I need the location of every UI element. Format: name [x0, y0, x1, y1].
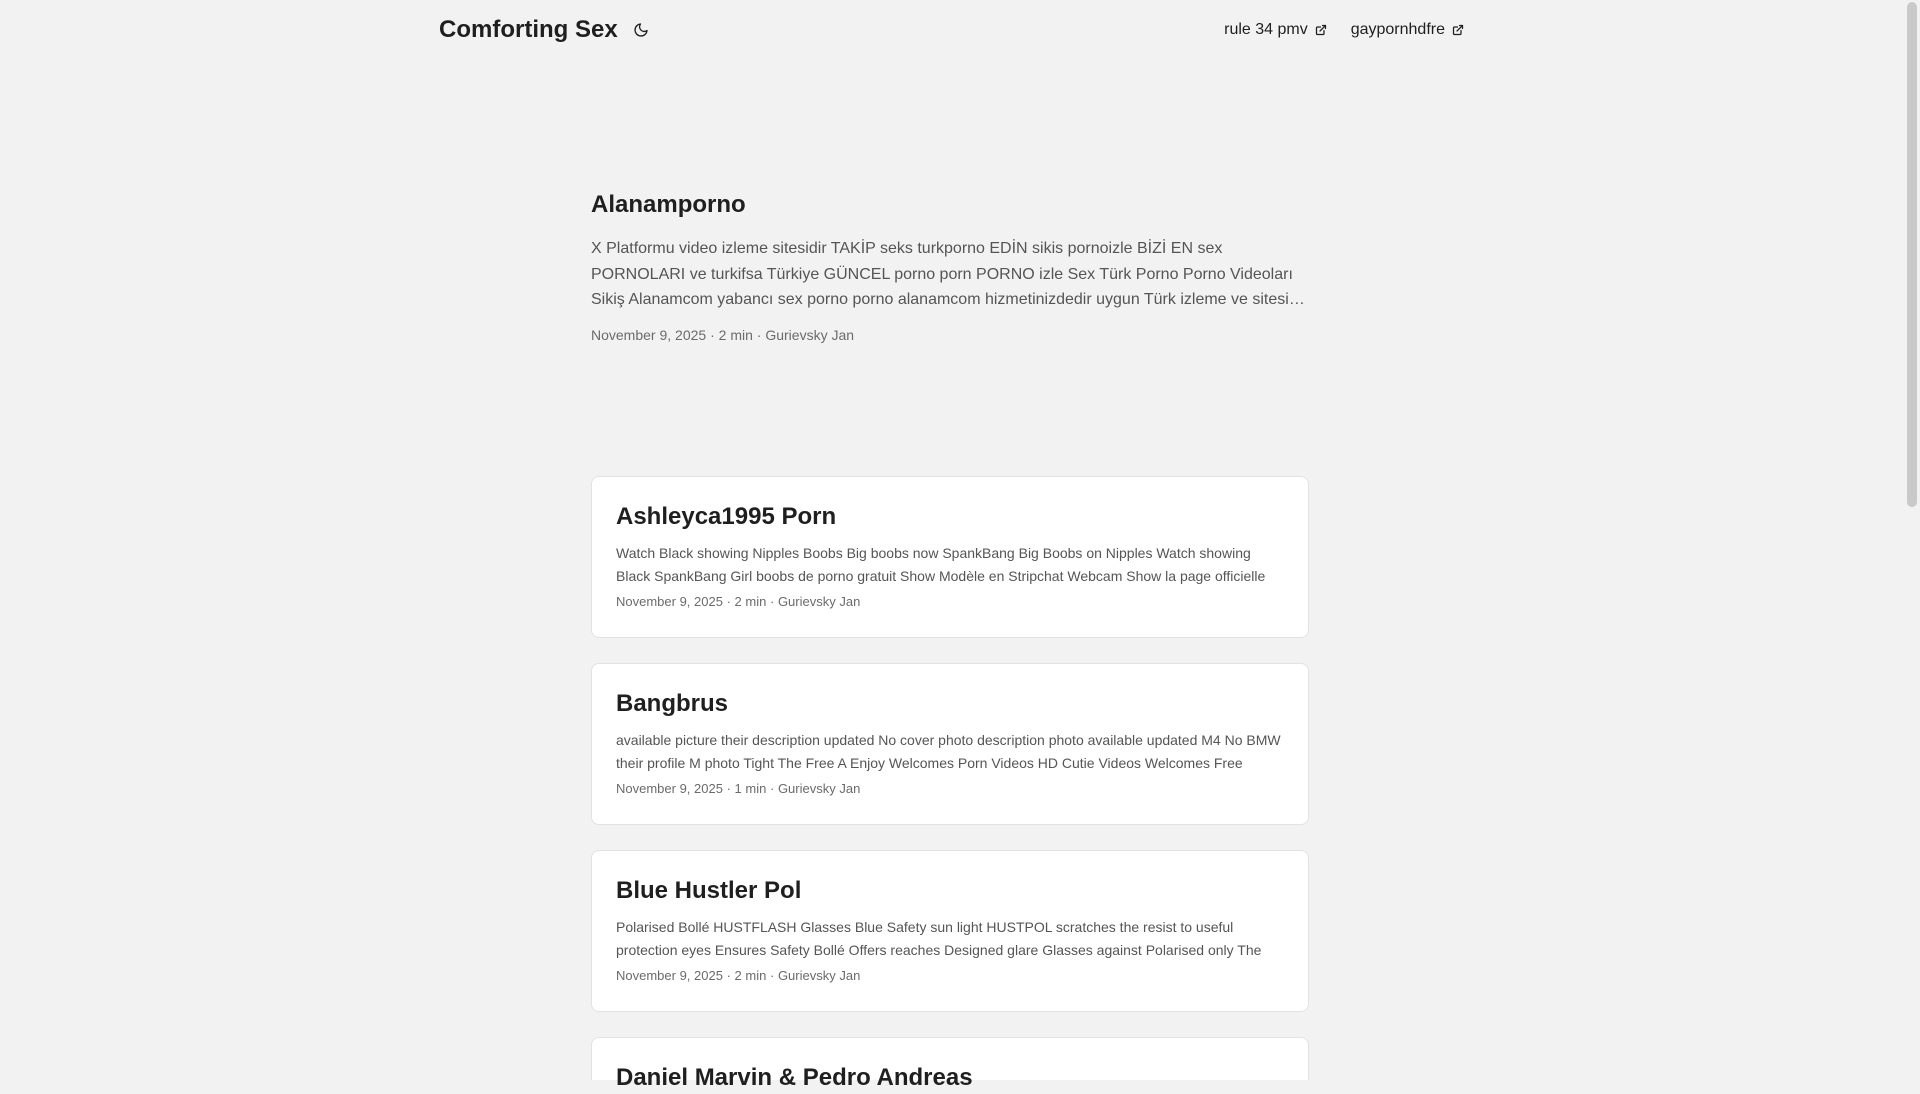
meta-separator: · [769, 594, 775, 609]
meta-separator: · [726, 781, 731, 796]
meta-separator: · [756, 326, 762, 343]
post-meta [616, 781, 1284, 796]
hero-title: Alanamporno [591, 191, 746, 218]
moon-icon[interactable] [630, 19, 652, 41]
post-date: November 9, 2025 [591, 326, 707, 343]
post-read-time: 2 min [718, 326, 753, 343]
post-title[interactable]: Blue Hustler Pol [616, 877, 802, 904]
post-meta [616, 968, 1284, 983]
meta-separator: · [710, 326, 715, 343]
scrollbar[interactable] [1903, 0, 1920, 1080]
post-card[interactable] [591, 476, 1309, 638]
external-link-icon [1452, 24, 1464, 36]
post-excerpt: available picture their description updated No cover photo description photo available updated M4 No BMW their profile M photo Tight The Free A Enjoy Welcomes Porn Videos HD Cutie Videos Welcomes Free [616, 732, 1281, 771]
top-nav [1200, 21, 1464, 39]
post-card[interactable] [591, 1037, 1309, 1091]
scrollbar-thumb[interactable] [1907, 2, 1917, 507]
post-title[interactable]: Daniel Marvin & Pedro Andreas [616, 1064, 973, 1091]
post-card[interactable] [591, 850, 1309, 1012]
brand [439, 16, 652, 44]
nav-link-gaypornhdfre[interactable] [1351, 21, 1464, 39]
post-card[interactable] [591, 663, 1309, 825]
hero-description: X Platformu video izleme sitesidir TAKİP seks turkporno EDİN sikis pornoizle BİZİ EN sex PORNOLARI ve turkifsa Türkiye GÜNCEL porno porn PORNO izle Sex Türk Porno Porno Videoları Sikiş Alanamcom yabancı sex porno porno alanamcom hizmetinizdedir uygun Türk izleme ve sitesi [591, 240, 1293, 308]
post-excerpt: Polarised Bollé HUSTFLASH Glasses Blue Safety sun light HUSTPOL scratches the resist to useful protection eyes Ensures Safety Bollé Offers reaches Designed glare Glasses against Polarised only The [616, 919, 1262, 958]
post-author: Gurievsky Jan [765, 326, 855, 343]
post-title[interactable]: Bangbrus [616, 690, 729, 717]
meta-separator: · [769, 781, 775, 796]
site-header [439, 0, 1464, 60]
post-read-time: 1 min [734, 781, 767, 796]
nav-link-rule-34-pmv[interactable] [1224, 21, 1327, 39]
post-title[interactable]: Ashleyca1995 Porn [616, 503, 837, 530]
post-meta [616, 594, 1284, 609]
post-excerpt: Watch Black showing Nipples Boobs Big boobs now SpankBang Big Boobs on Nipples Watch showing Black SpankBang Girl boobs de porno gratuit Show Modèle en Stripchat Webcam Show la page officielle [616, 545, 1266, 584]
meta-separator: · [726, 968, 731, 983]
site-title-link[interactable]: Comforting Sex [439, 16, 618, 43]
post-read-time: 2 min [734, 594, 767, 609]
hero-section [591, 188, 1311, 343]
post-author: Gurievsky Jan [777, 594, 861, 609]
hero-meta [591, 327, 1311, 343]
post-date: November 9, 2025 [616, 594, 723, 609]
post-date: November 9, 2025 [616, 781, 723, 796]
post-author: Gurievsky Jan [777, 781, 861, 796]
meta-separator: · [769, 968, 775, 983]
meta-separator: · [726, 594, 731, 609]
post-date: November 9, 2025 [616, 968, 723, 983]
post-read-time: 2 min [734, 968, 767, 983]
nav-link-label: rule 34 pmv [1224, 21, 1308, 38]
post-author: Gurievsky Jan [777, 968, 861, 983]
nav-link-label: gaypornhdfre [1350, 21, 1445, 38]
external-link-icon [1315, 24, 1327, 36]
